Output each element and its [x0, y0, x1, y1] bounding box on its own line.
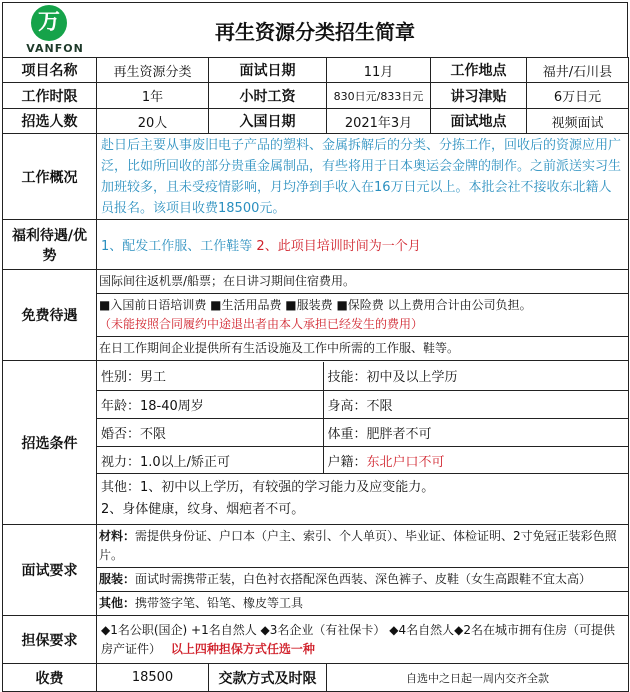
training-allowance-label: 讲习津贴: [431, 83, 527, 109]
cond-other-1: 其他：1、初中以上学历，有较强的学习能力及应变能力。: [101, 479, 435, 495]
entry-date-label: 入国日期: [209, 109, 327, 134]
welfare-label: 福利待遇/优势: [3, 220, 97, 270]
conditions-cell: [97, 361, 629, 525]
payment-value: 自选中之日起一周内交齐全款: [327, 664, 629, 692]
fee-label: 收费: [3, 664, 97, 692]
cond-other-2: 2、身体健康，纹身、烟疤者不可。: [101, 501, 305, 517]
work-location-label: 工作地点: [431, 58, 527, 83]
interview-materials: [97, 525, 628, 568]
training-allowance-value: 6万日元: [527, 83, 629, 109]
row-interview: [3, 525, 629, 616]
interview-location-label: 面试地点: [431, 109, 527, 134]
row-basic-3: [3, 109, 629, 134]
free-line-4: 在日工作期间企业提供所有生活设施及工作中所需的工作服、鞋等。: [99, 341, 460, 355]
row-basic-1: [3, 58, 629, 83]
interview-location-value: 视频面试: [527, 109, 629, 134]
cond-height: 身高：不限: [323, 391, 628, 419]
materials-label: 材料：: [99, 529, 136, 543]
interview-other: [97, 592, 628, 615]
welfare-item-2: 2、此项目培训时间为一个月: [256, 239, 421, 254]
cond-gender: 性别：男工: [97, 362, 323, 391]
conditions-label: 招选条件: [3, 361, 97, 525]
project-name-value: 再生资源分类: [97, 58, 209, 83]
brochure-sheet: [2, 2, 628, 687]
interview-clothing: [97, 568, 628, 592]
guarantee-cell: [97, 616, 629, 664]
free-benefits-label: 免费待遇: [3, 270, 97, 361]
entry-date-value: 2021年3月: [327, 109, 431, 134]
cond-skill: 技能：初中及以上学历: [323, 362, 628, 391]
row-fee: [3, 664, 629, 692]
conditions-grid: [97, 362, 628, 524]
work-term-value: 1年: [97, 83, 209, 109]
row-basic-2: [3, 83, 629, 109]
welfare-item-1: 1、配发工作服、工作鞋等: [101, 239, 253, 254]
overview-text: 赴日后主要从事废旧电子产品的塑料、金属拆解后的分类、分拣工作，回收后的资源应用广泛，比如所回收的部分贵重金属制品，有些将用于日本奥运会金牌的制作。之前派送实习生加班较多，且未受疫情影响，月均净到手收入在16万日元以上。本批会社不接收东北籍人员报名。该项目收费18500元。: [97, 134, 629, 220]
cond-huji: [323, 447, 628, 474]
free-line-2: ■入国前日语培训费 ■生活用品费 ■服装费 ■保险费 以上费用合计由公司负担。: [99, 298, 532, 312]
cond-other: [97, 474, 628, 524]
cond-age: 年龄：18-40周岁: [97, 391, 323, 419]
free-benefits-cell: [97, 270, 629, 361]
guarantee-text: ◆1名公职(国企) +1名自然人 ◆3名企业（有社保卡） ◆4名自然人◆2名在城市拥有住房（可提供房产证件）: [101, 622, 615, 656]
guarantee-note: 以上四种担保方式任选一种: [170, 641, 315, 656]
cond-vision: 视力：1.0以上/矫正可: [97, 447, 323, 474]
info-table: [2, 57, 629, 692]
overview-label: 工作概况: [3, 134, 97, 220]
work-term-label: 工作时限: [3, 83, 97, 109]
interview-req-cell: [97, 525, 629, 616]
row-guarantee: [3, 616, 629, 664]
cond-huji-value: 东北户口不可: [366, 454, 445, 470]
clothing-text: 面试时需携带正装，白色衬衣搭配深色西装、深色裤子、皮鞋（女生高跟鞋不宜太高）: [135, 572, 592, 586]
free-line-1: 国际间往返机票/船票；在日讲习期间住宿费用。: [97, 270, 628, 294]
page-title: 再生资源分类招生简章: [215, 20, 415, 44]
header: [2, 2, 628, 57]
welfare-cell: [97, 220, 629, 270]
cond-weight: 体重：肥胖者不可: [323, 419, 628, 447]
free-line-2-3: [97, 294, 628, 337]
logo-mark-icon: 万: [31, 5, 67, 41]
hourly-wage-label: 小时工资: [209, 83, 327, 109]
headcount-value: 20人: [97, 109, 209, 134]
hourly-wage-value: 830日元/833日元: [327, 83, 431, 109]
interview-date-label: 面试日期: [209, 58, 327, 83]
cond-huji-label: 户籍：: [327, 454, 367, 470]
work-location-value: 福井/石川县: [527, 58, 629, 83]
guarantee-label: 担保要求: [3, 616, 97, 664]
clothing-label: 服装：: [99, 572, 136, 586]
other-label: 其他：: [99, 596, 136, 610]
payment-label: 交款方式及时限: [209, 664, 327, 692]
headcount-label: 招选人数: [3, 109, 97, 134]
logo-text: VANFON: [26, 42, 84, 55]
interview-date-value: 11月: [327, 58, 431, 83]
other-text: 携带签字笔、铅笔、橡皮等工具: [135, 596, 304, 610]
free-line-3: （未能按照合同履约中途退出者由本人承担已经发生的费用）: [99, 317, 424, 331]
row-conditions: [3, 361, 629, 525]
row-overview: [3, 134, 629, 220]
project-name-label: 项目名称: [3, 58, 97, 83]
interview-req-label: 面试要求: [3, 525, 97, 616]
cond-marriage: 婚否：不限: [97, 419, 323, 447]
row-free: [3, 270, 629, 361]
fee-value: 18500: [97, 664, 209, 692]
materials-text: 需提供身份证、户口本（户主、索引、个人单页）、毕业证、体检证明、2寸免冠正装彩色照片。: [99, 529, 617, 562]
row-welfare: [3, 220, 629, 270]
